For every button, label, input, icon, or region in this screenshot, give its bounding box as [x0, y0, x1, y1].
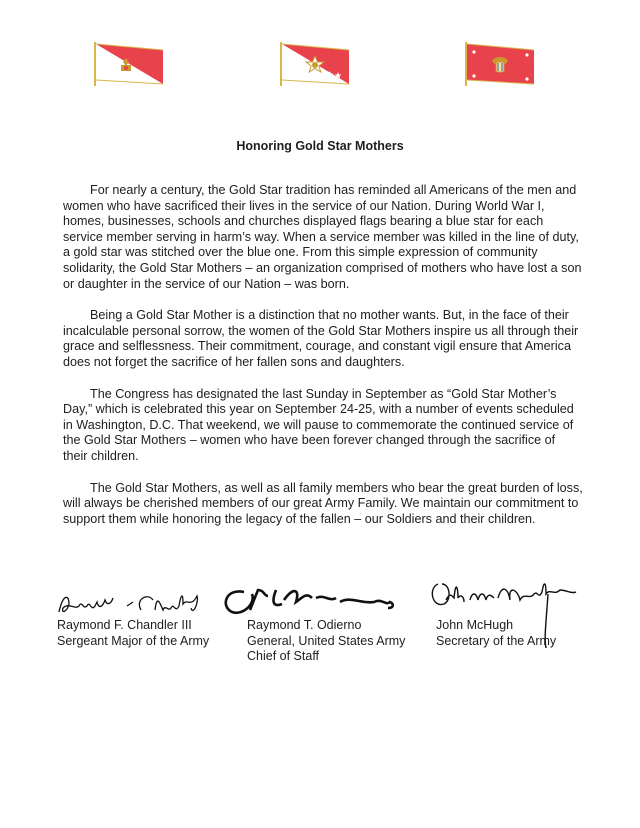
signatory-title: Secretary of the Army	[436, 633, 557, 648]
secretary-flag	[460, 40, 538, 86]
signatory-name: Raymond T. Odierno	[247, 618, 362, 632]
handwritten-signature	[220, 576, 400, 620]
letter-body	[63, 183, 583, 543]
signatory-name: Raymond F. Chandler III	[57, 618, 192, 632]
paragraph: The Congress has designated the last Sunday in September as “Gold Star Mother’s Day,” which is celebrated this year on September 24-25, with a number of events scheduled in Washington, D.C. That weekend, we will pause to commemorate the continued service of the Gold Star Mothers – women who have been forever changed through the sacrifice of their children.	[63, 386, 574, 463]
paragraph: Being a Gold Star Mother is a distinction that no mother wants. But, in the face of their incalculable personal sorrow, the women of the Gold Star Mothers inspire us all through their grace and selflessness. Their commitment, courage, and constant vigil ensure that America does not forget the sacrifice of her fallen sons and daughters.	[63, 308, 579, 369]
signatory-name: John McHugh	[436, 618, 514, 632]
signatory-title-secondary: Chief of Staff	[247, 649, 320, 663]
paragraph: For nearly a century, the Gold Star tradition has reminded all Americans of the men and women who have sacrificed their lives in the service of our Nation. During World War I, homes, businesses, schools and churches displayed flags bearing a blue star for each service member serving in harm’s way. When a service member was killed in the line of duty, a gold star was stitched over the blue one. From this simple expression of community solidarity, the Gold Star Mothers – an organization comprised of mothers who have lost a son or daughter in the service of our Nation – was born.	[63, 183, 582, 291]
chief-of-staff-flag	[275, 40, 353, 86]
sergeant-major-flag	[89, 40, 167, 86]
page-title: Honoring Gold Star Mothers	[236, 139, 404, 153]
flag-eagle-star-icon	[275, 40, 353, 86]
signatory-title: Sergeant Major of the Army	[57, 633, 210, 648]
paragraph: The Gold Star Mothers, as well as all family members who bear the great burden of loss, will always be cherished members of our great Army Family. We maintain our commitment to support them while honoring the legacy of the fallen – our Soldiers and their children.	[63, 480, 583, 526]
flag-gold-crest-icon	[89, 40, 167, 86]
flag-eagle-seal-icon	[460, 40, 538, 86]
signatory-title: General, United States Army	[247, 633, 406, 648]
